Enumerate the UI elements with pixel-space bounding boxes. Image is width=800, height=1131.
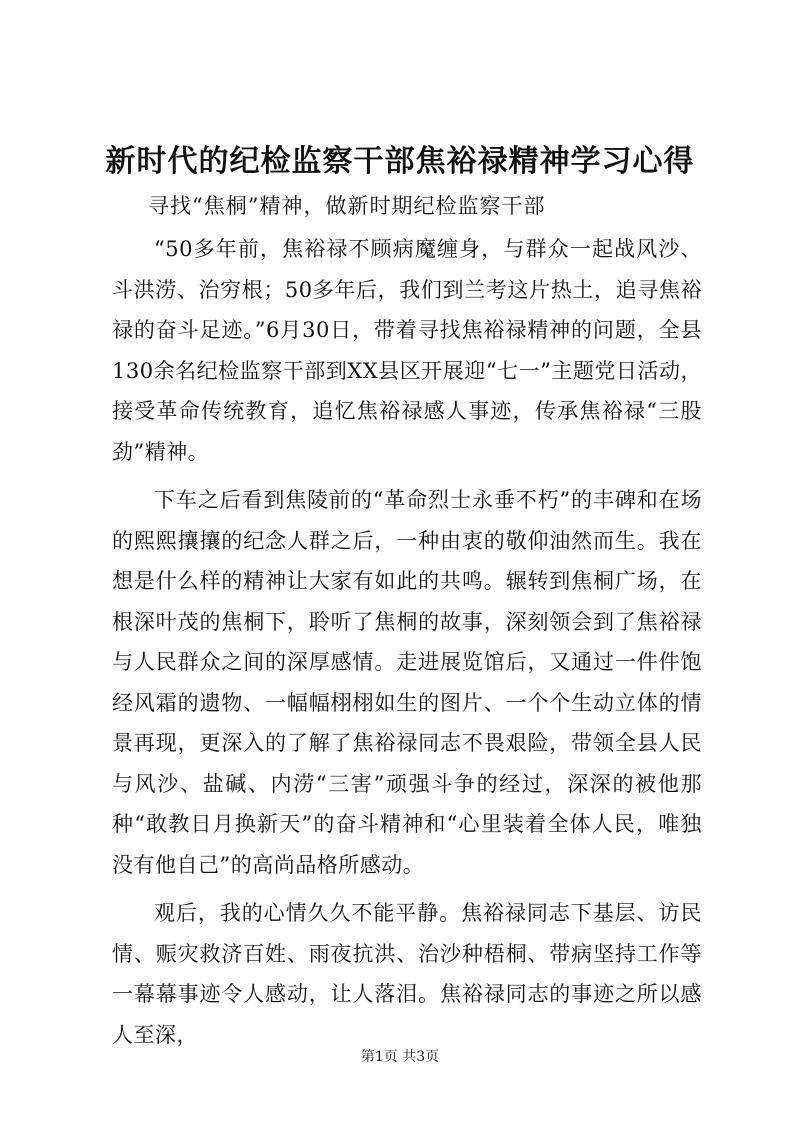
document-title: 新时代的纪检监察干部焦裕禄精神学习心得 [105,144,695,179]
document-body [112,229,702,1063]
body-paragraph-2: 下车之后看到焦陵前的“革命烈士永垂不朽”的丰碑和在场的熙熙攘攘的纪念人群之后，一种由衷的敬仰油然而生。我在想是什么样的精神让大家有如此的共鸣。辗转到焦桐广场，在根深叶茂的焦桐下，聆听了焦桐的故事，深刻领会到了焦裕禄与人民群众之间的深厚感情。走进展览馆后，又通过一件件饱经风霜的遗物、一幅幅栩栩如生的图片、一个个生动立体的情景再现，更深入的了解了焦裕禄同志不畏艰险，带领全县人民与风沙、盐碱、内涝“三害”顽强斗争的经过，深深的被他那种“敢教日月换新天”的奋斗精神和“心里装着全体人民，唯独没有他自己”的高尚品格所感动。 [112,488,702,877]
body-paragraph-1: “50多年前，焦裕禄不顾病魔缠身，与群众一起战风沙、斗洪涝、治穷根；50多年后，我们到兰考这片热土，追寻焦裕禄的奋斗足迹。”6月30日，带着寻找焦裕禄精神的问题，全县130余名纪检监察干部到XX县区开展迎“七一”主题党日活动，接受革命传统教育，追忆焦裕禄感人事迹，传承焦裕禄“三股劲”精神。 [112,237,702,464]
document-subtitle: 寻找“焦桐”精神，做新时期纪检监察干部 [148,194,546,218]
page-number-footer: 第1页 共3页 [360,1049,440,1065]
body-paragraph-3: 观后，我的心情久久不能平静。焦裕禄同志下基层、访民情、赈灾救济百姓、雨夜抗洪、治沙种梧桐、带病坚持工作等一幕幕事迹令人感动，让人落泪。焦裕禄同志的事迹之所以感人至深， [112,901,702,1047]
